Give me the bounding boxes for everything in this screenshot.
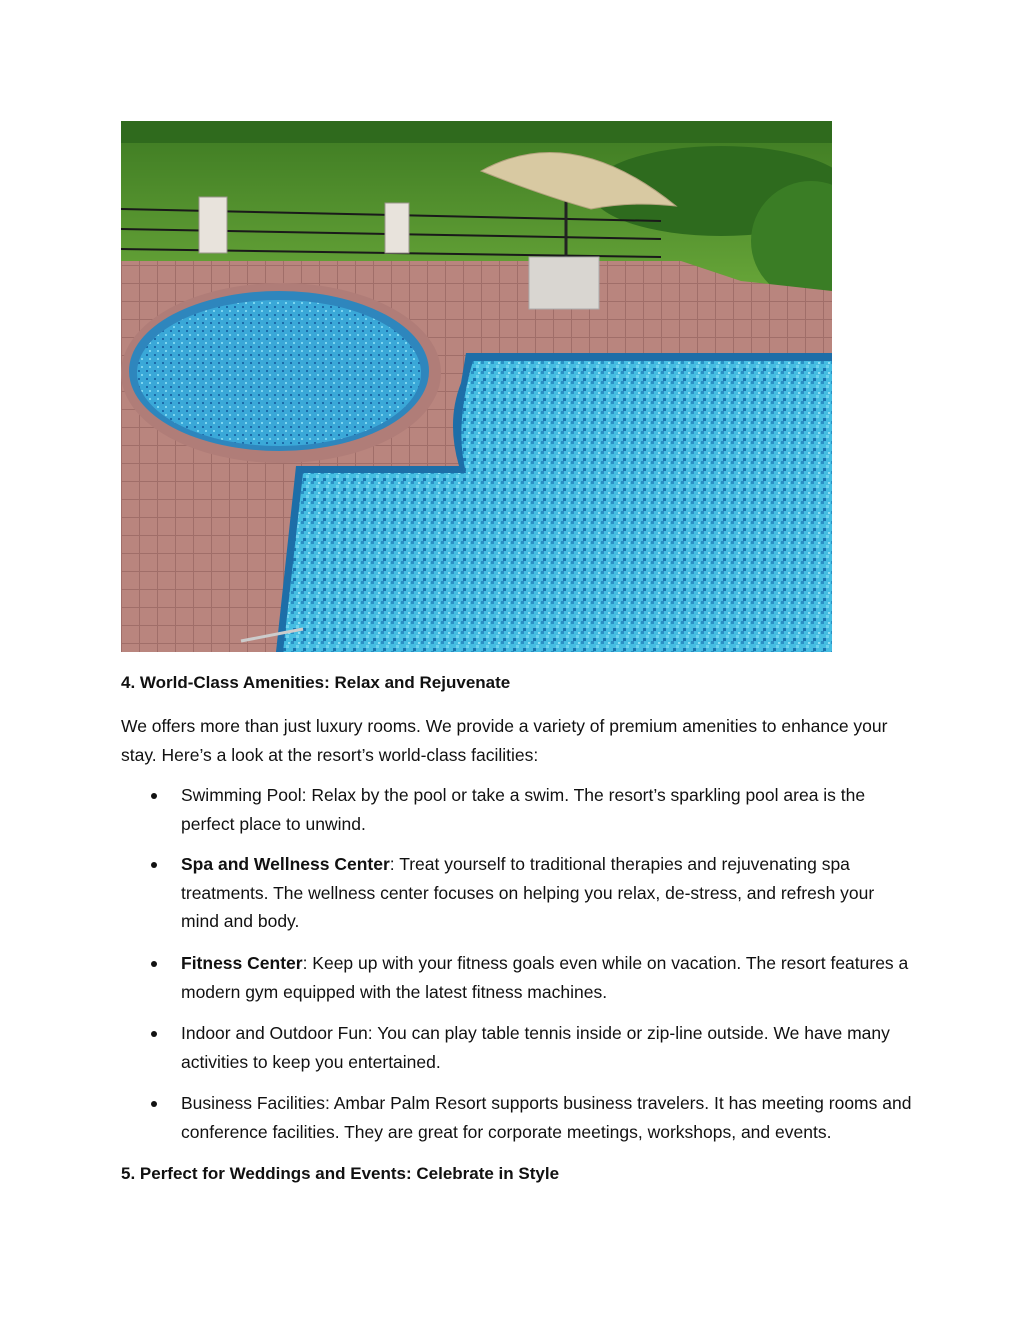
section-heading-weddings: 5. Perfect for Weddings and Events: Celebrate in Style: [121, 1164, 560, 1183]
section-heading-amenities: 4. World-Class Amenities: Relax and Rejuvenate: [121, 673, 511, 692]
item-text: Business Facilities: Ambar Palm Resort supports business travelers. It has meeting rooms and conference facilities. They are great for corporate meetings, workshops, and events.: [181, 1093, 912, 1142]
item-text: : Treat yourself to traditional therapies and rejuvenating spa treatments. The wellness center focuses on helping you relax, de-stress, and refresh your mind and body.: [181, 854, 875, 931]
pool-photo: [121, 121, 832, 652]
bullet-icon: [151, 961, 157, 967]
item-text: Indoor and Outdoor Fun: You can play table tennis inside or zip-line outside. We have many activities to keep you entertained.: [181, 1023, 890, 1072]
item-text: : Keep up with your fitness goals even while on vacation. The resort features a modern gym equipped with the latest fitness machines.: [181, 953, 909, 1002]
item-text: Swimming Pool: Relax by the pool or take a swim. The resort’s sparkling pool area is the perfect place to unwind.: [181, 785, 866, 834]
bullet-icon: [151, 862, 157, 868]
bullet-icon: [151, 1101, 157, 1107]
bullet-icon: [151, 793, 157, 799]
item-title: Fitness Center: [181, 953, 303, 973]
item-title: Spa and Wellness Center: [181, 854, 390, 874]
bullet-icon: [151, 1031, 157, 1037]
intro-paragraph: We offers more than just luxury rooms. We provide a variety of premium amenities to enhance your stay. Here’s a look at the resort’s world-class facilities:: [121, 716, 888, 765]
